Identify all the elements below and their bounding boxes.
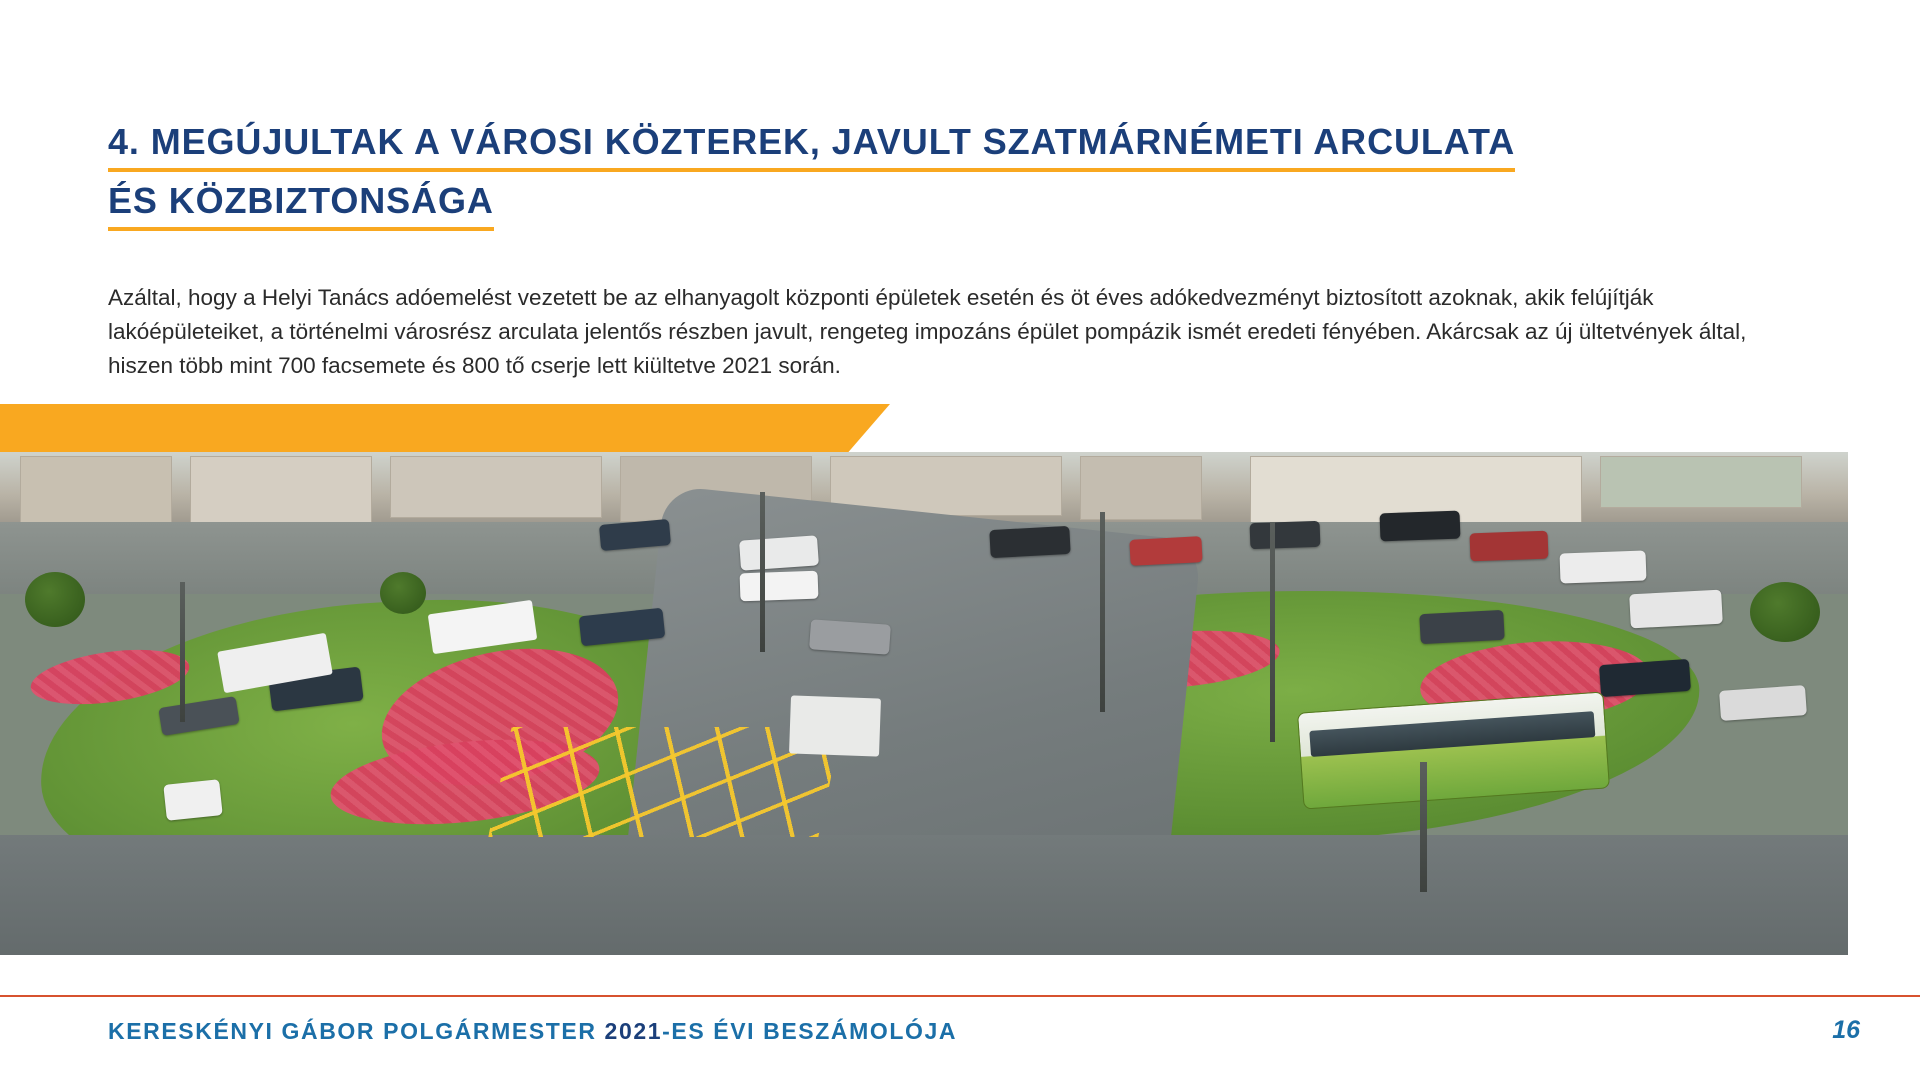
footer-caption-year: 2021 — [604, 1018, 663, 1044]
photo-tree — [380, 572, 426, 614]
footer-caption — [108, 1018, 957, 1045]
photo-building — [1080, 456, 1202, 520]
photo-canvas — [0, 452, 1848, 955]
photo-van — [1629, 590, 1723, 629]
photo-car — [1470, 531, 1549, 562]
photo-car — [809, 619, 891, 655]
photo-building — [190, 456, 372, 528]
photo-building — [390, 456, 602, 518]
footer-caption-before: KERESKÉNYI GÁBOR POLGÁRMESTER — [108, 1018, 605, 1044]
photo-lamp-post — [1100, 512, 1105, 712]
photo-lower-road — [0, 835, 1848, 955]
photo-car — [1250, 521, 1321, 549]
photo-car — [740, 571, 819, 602]
photo-car — [1419, 610, 1504, 644]
photo-building — [20, 456, 172, 524]
photo-car — [1129, 536, 1202, 566]
photo-car — [1599, 659, 1691, 697]
photo-car — [1560, 551, 1647, 584]
photo-lamp-post — [180, 582, 185, 722]
photo-lamp-post — [760, 492, 765, 652]
photo-flatbed-truck — [789, 695, 881, 756]
photo-car — [989, 526, 1070, 558]
page-title-line-1: 4. MEGÚJULTAK A VÁROSI KÖZTEREK, JAVULT SZATMÁRNÉMETI ARCULATA — [108, 120, 1515, 172]
body-paragraph: Azáltal, hogy a Helyi Tanács adóemelést vezetett be az elhanyagolt központi épületek esetén és öt éves adókedvezményt biztosított azoknak, akik felújítják lakóépületeiket, a történelmi városrész arculata jelentős részben javult, rengeteg impozáns épület pompázik ismét eredeti fényében. Akárcsak az új ültetvények által, hiszen több mint 700 facsemete és 800 tő cserje lett kiültetve 2021 során. — [108, 284, 1747, 378]
photo-lamp-post — [1270, 522, 1275, 742]
photo-car — [1719, 685, 1807, 721]
photo-building — [1600, 456, 1802, 508]
photo-tree — [1750, 582, 1820, 642]
footer-caption-after: -ES ÉVI BESZÁMOLÓJA — [662, 1018, 958, 1044]
yellow-banner-shape — [0, 404, 890, 456]
page-title — [108, 120, 1808, 231]
photo-car — [1380, 511, 1461, 542]
photo-small-van — [163, 779, 222, 821]
photo-lamp-post — [1420, 762, 1427, 892]
page-number: 16 — [1832, 1016, 1860, 1044]
photo-roundabout — [0, 452, 1848, 955]
photo-car — [739, 535, 819, 570]
page-title-line-2: ÉS KÖZBIZTONSÁGA — [108, 179, 494, 231]
footer-divider — [0, 995, 1920, 997]
photo-bus-windows — [1309, 711, 1595, 757]
photo-tree — [25, 572, 85, 627]
